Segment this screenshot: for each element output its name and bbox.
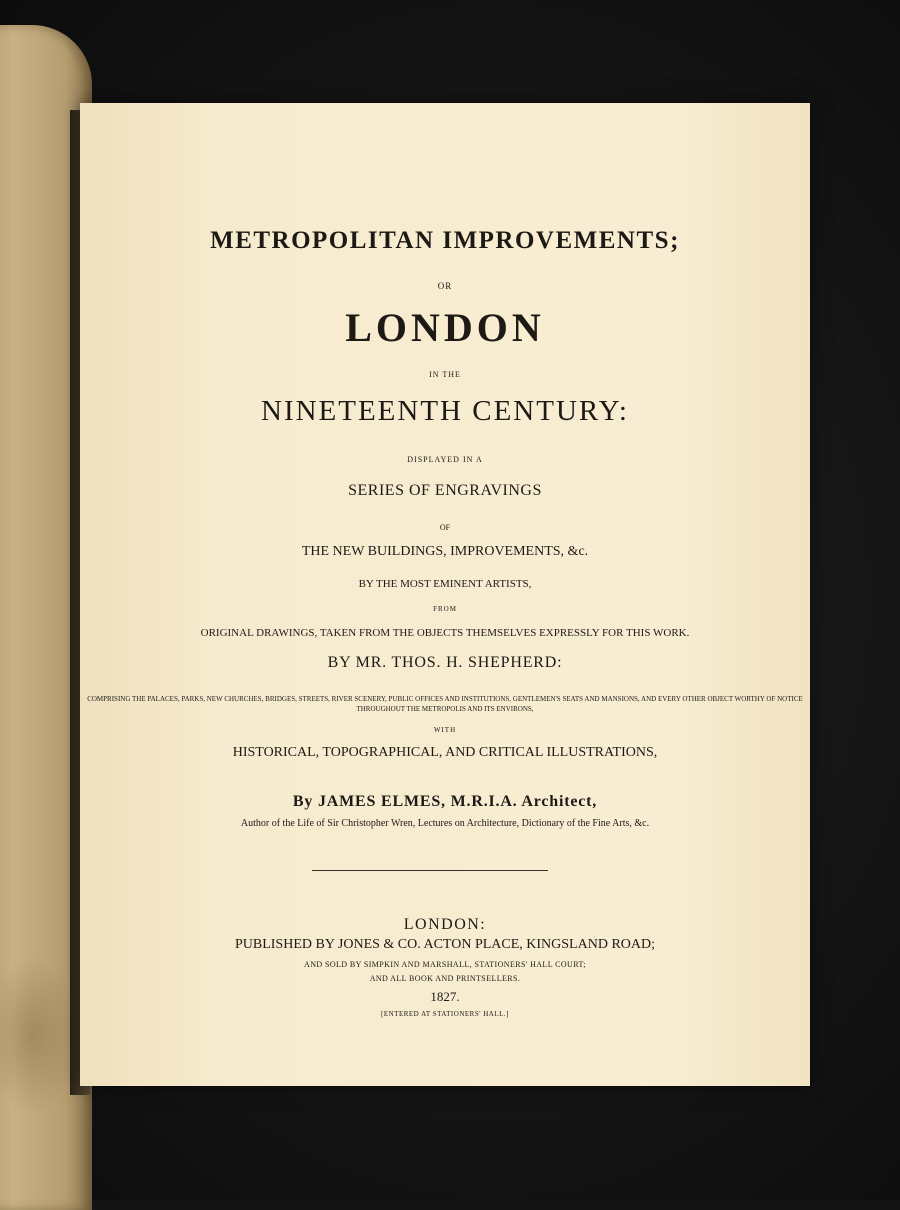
imprint-sellers: AND ALL BOOK AND PRINTSELLERS.: [369, 974, 521, 983]
contents-description: COMPRISING THE PALACES, PARKS, NEW CHURCHES, BRIDGES, STREETS, RIVER SCENERY, PUBLIC OFFICES AND INSTITUTIONS, GENTLEMEN'S SEATS AND MANSIONS, AND EVERY OTHER OBJECT WORTHY OF NOTICE THROUGHOUT THE METROPOLIS AND ITS ENVIRONS,: [87, 695, 803, 713]
imprint-year: 1827.: [430, 989, 460, 1004]
subtitle-from: FROM: [433, 605, 457, 613]
subtitle-displayed: DISPLAYED IN A: [407, 455, 483, 464]
subtitle-eminent-artists: BY THE MOST EMINENT ARTISTS,: [358, 578, 532, 590]
imprint-publisher: PUBLISHED BY JONES & CO. ACTON PLACE, KINGSLAND ROAD;: [234, 937, 656, 952]
author-works: Author of the Life of Sir Christopher Wren, Lectures on Architecture, Dictionary of the Fine Arts, &c.: [240, 818, 650, 829]
subtitle-new-buildings: THE NEW BUILDINGS, IMPROVEMENTS, &c.: [301, 544, 589, 559]
subtitle-original-drawings: ORIGINAL DRAWINGS, TAKEN FROM THE OBJECTS THEMSELVES EXPRESSLY FOR THIS WORK.: [200, 627, 690, 639]
imprint-entered: [ENTERED AT STATIONERS' HALL.]: [381, 1010, 509, 1018]
divider-rule: [312, 870, 548, 871]
imprint-city: LONDON:: [403, 916, 487, 933]
imprint-sold-by: AND SOLD BY SIMPKIN AND MARSHALL, STATIONERS' HALL COURT;: [304, 960, 586, 969]
title-london: LONDON: [345, 305, 545, 350]
subtitle-of: OF: [439, 523, 451, 532]
title-or: OR: [437, 281, 453, 291]
title-century: NINETEENTH CENTURY:: [261, 395, 629, 427]
book-title: METROPOLITAN IMPROVEMENTS;: [210, 227, 680, 254]
author-credit: By JAMES ELMES, M.R.I.A. Architect,: [292, 793, 598, 810]
subtitle-illustrations: HISTORICAL, TOPOGRAPHICAL, AND CRITICAL ILLUSTRATIONS,: [232, 745, 658, 760]
title-in-the: IN THE: [429, 370, 461, 379]
title-page: [80, 103, 810, 1086]
subtitle-with: WITH: [433, 726, 457, 734]
subtitle-series: SERIES OF ENGRAVINGS: [348, 482, 542, 499]
artist-credit: BY MR. THOS. H. SHEPHERD:: [327, 654, 563, 671]
